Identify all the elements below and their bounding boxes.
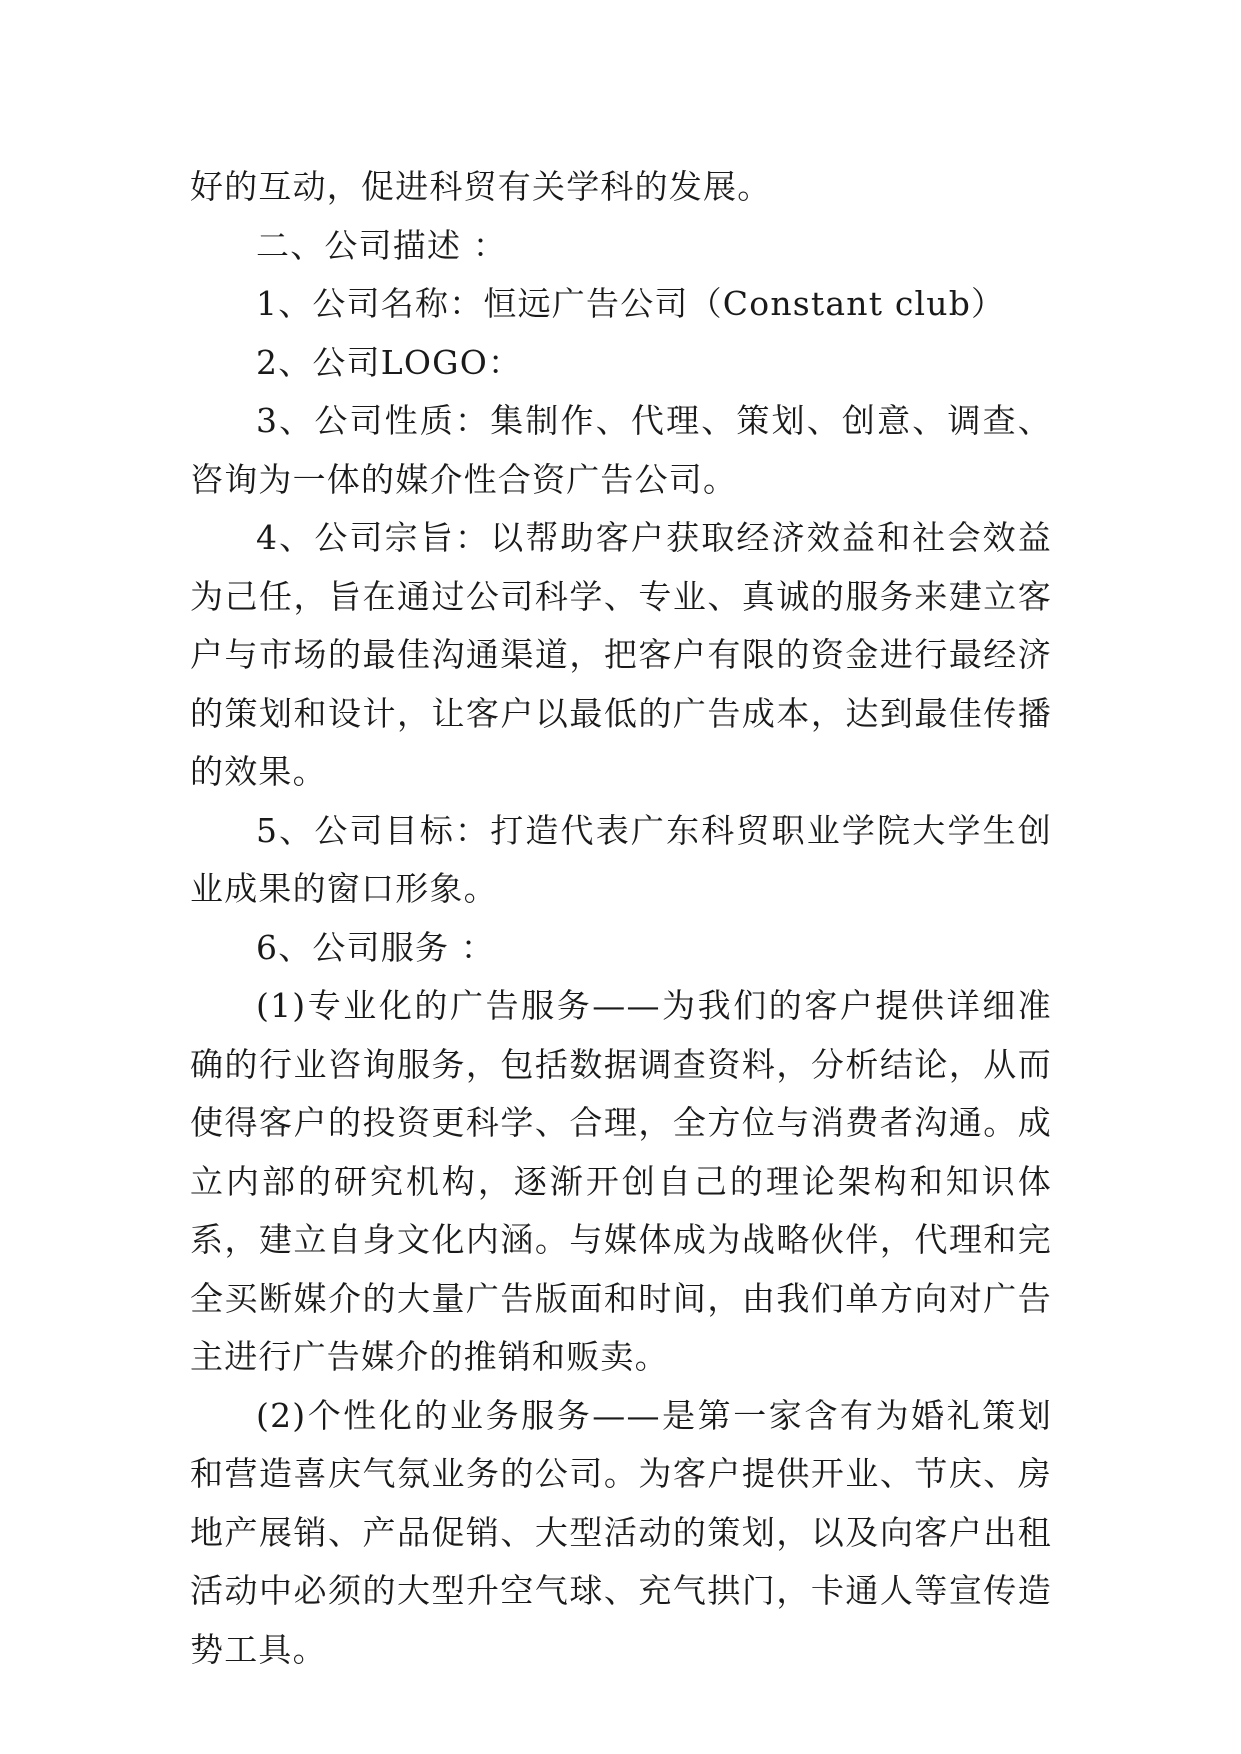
paragraph-continuation: 好的互动，促进科贸有关学科的发展。 [190,167,772,206]
document-body [190,158,1052,1679]
paragraph-service-personalized: (2)个性化的业务服务——是第一家含有为婚礼策划和营造喜庆气氛业务的公司。为客户提供开业、节庆、房地产展销、产品促销、大型活动的策划，以及向客户出租活动中必须的大型升空气球、充气拱门，卡通人等宣传造势工具。 [190,1395,1052,1669]
paragraph-company-goal: 5、公司目标：打造代表广东科贸职业学院大学生创业成果的窗口形象。 [190,810,1052,908]
paragraph-company-services: 6、公司服务 ： [256,927,496,967]
paragraph-company-nature: 3、公司性质：集制作、代理、策划、创意、调查、咨询为一体的媒介性合资广告公司。 [190,401,1052,499]
paragraph-company-name: 1、公司名称：恒远广告公司（Constant club） [256,284,1006,323]
paragraph-company-purpose: 4、公司宗旨：以帮助客户获取经济效益和社会效益为己任，旨在通过公司科学、专业、真诚的服务来建立客户与市场的最佳沟通渠道，把客户有限的资金进行最经济的策划和设计，让客户以最低的广告成本，达到最佳传播的效果。 [190,518,1052,791]
section-heading-company-description: 二、公司描述 ： [256,225,508,265]
paragraph-company-logo: 2、公司LOGO： [256,342,523,382]
paragraph-service-professional: (1)专业化的广告服务——为我们的客户提供详细准确的行业咨询服务，包括数据调查资料，分析结论，从而使得客户的投资更科学、合理，全方位与消费者沟通。成立内部的研究机构，逐渐开创自己的理论架构和知识体系，建立自身文化内涵。与媒体成为战略伙伴，代理和完全买断媒介的大量广告版面和时间，由我们单方向对广告主进行广告媒介的推销和贩卖。 [190,986,1052,1376]
